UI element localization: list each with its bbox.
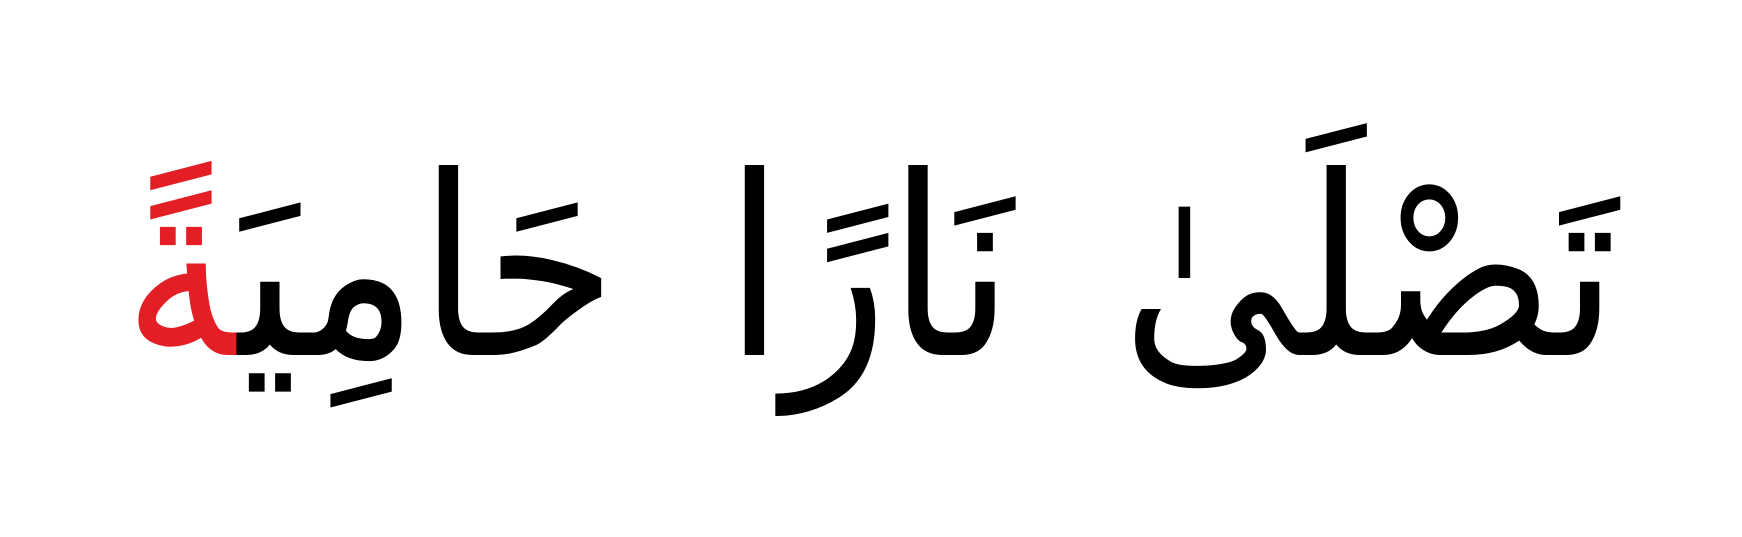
word-hamiyatan [123, 122, 618, 414]
word-naran: نَارًا [724, 122, 1014, 414]
word-hamiyatan-base: حَامِيَ [238, 122, 618, 414]
highlighted-ta-marbuta: ةً [123, 122, 239, 414]
word-tasla: تَصْلَىٰ [1121, 122, 1619, 414]
